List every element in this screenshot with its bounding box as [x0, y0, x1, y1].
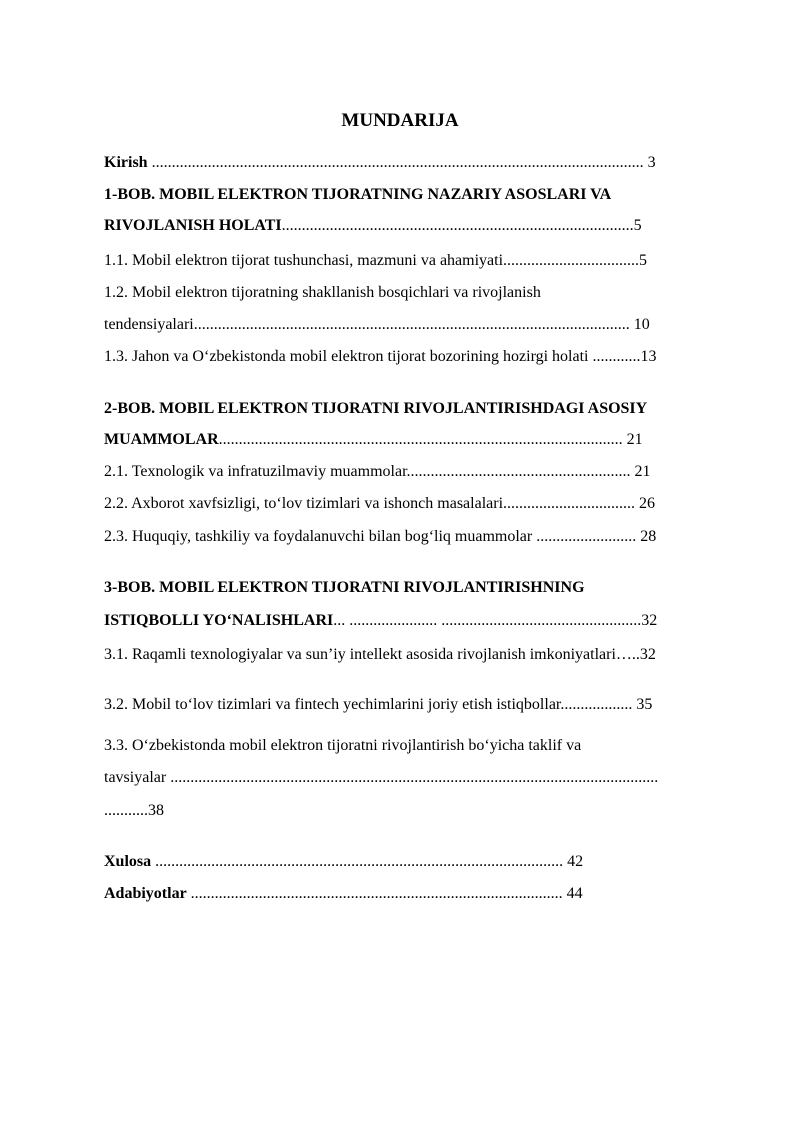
leader-dots: ..........................................................................................................................: [166, 769, 659, 786]
toc-chapter-3-line1: 3-BOB. MOBIL ELEKTRON TIJORATNI RIVOJLANTIRISHNING: [104, 579, 585, 596]
entry-label: tavsiyalar: [104, 769, 167, 786]
toc-entry-1-3: [104, 347, 754, 367]
toc-entry-2-2: [104, 494, 754, 514]
toc-entry-kirish: [104, 153, 754, 173]
toc-chapter-2-line2: [104, 430, 754, 450]
toc-entry-3-1: [104, 645, 754, 665]
leader-dots: .............................................................................................: [186, 885, 563, 902]
entry-label: 3.2. Mobil to‘lov tizimlari va fintech yechimlarini joriy etish istiqbollar: [104, 696, 561, 713]
entry-label: 1.3. Jahon va O‘zbekistonda mobil elektron tijorat bozorining hozirgi holati: [104, 348, 589, 365]
toc-chapter-1-line1: 1-BOB. MOBIL ELEKTRON TIJORATNING NAZARIY ASOSLARI VA: [104, 186, 612, 203]
leader-dots: ........................................................: [406, 463, 631, 480]
toc-chapter-2-line1: 2-BOB. MOBIL ELEKTRON TIJORATNI RIVOJLANTIRISHDAGI ASOSIY: [104, 400, 648, 417]
leader-dots: …..: [615, 646, 640, 663]
entry-label: Kirish: [104, 154, 148, 171]
leader-dots: ........................................................................................: [281, 217, 634, 234]
toc-entry-2-1: [104, 462, 754, 482]
toc-entry-3-3-line1: 3.3. O‘zbekistonda mobil elektron tijoratni rivojlantirish bo‘yicha taklif va: [104, 737, 582, 754]
toc-entry-1-2-line1: 1.2. Mobil elektron tijoratning shakllanish bosqichlari va rivojlanish: [104, 284, 541, 301]
page-number: 13: [640, 348, 657, 365]
entry-label: 3.1. Raqamli texnologiyalar va sun’iy intellekt asosida rivojlanish imkoniyatlari: [104, 646, 616, 663]
toc-entry-adabiyotlar: [104, 884, 754, 904]
toc-chapter-3-line2: [104, 611, 754, 631]
entry-label: tendensiyalari: [104, 316, 194, 333]
toc-entry-2-3: [104, 527, 754, 547]
leader-dots: .....................................................................................................: [218, 431, 623, 448]
entry-label: Adabiyotlar: [104, 885, 187, 902]
page-number: 38: [148, 802, 164, 819]
page-number: 42: [563, 853, 584, 870]
page-number: 21: [630, 463, 651, 480]
entry-label: Xulosa: [104, 853, 152, 870]
page-title: MUNDARIJA: [341, 110, 459, 131]
entry-label: 2.2. Axborot xavfsizligi, to‘lov tizimlari va ishonch masalalari: [104, 495, 504, 512]
page-number: 35: [632, 696, 653, 713]
leader-dots: ............: [588, 348, 641, 365]
entry-label: 2.3. Huquqiy, tashkiliy va foydalanuvchi bilan bog‘liq muammolar: [104, 528, 533, 545]
leader-dots: ...........: [104, 802, 148, 819]
page-number: 21: [622, 431, 643, 448]
leader-dots: ... ...................... ..................................................: [333, 612, 642, 629]
entry-label: 2.1. Texnologik va infratuzilmaviy muammolar: [104, 463, 407, 480]
chapter-label: ISTIQBOLLI YO‘NALISHLARI: [104, 612, 334, 629]
toc-entry-1-2-line2: [104, 315, 754, 335]
page-number: 3: [643, 154, 656, 171]
page-number: 44: [562, 885, 583, 902]
page-number: 5: [639, 252, 648, 269]
page-number: 32: [641, 612, 658, 629]
chapter-label: RIVOJLANISH HOLATI: [104, 217, 282, 234]
toc-entry-1-1: [104, 251, 754, 271]
leader-dots: ......................................................................................................: [151, 853, 564, 870]
toc-entry-3-3-line3: [104, 801, 754, 821]
leader-dots: .........................: [532, 528, 637, 545]
leader-dots: ..................................: [503, 252, 640, 269]
page-number: 26: [635, 495, 656, 512]
toc-entry-xulosa: [104, 852, 754, 872]
page-number: 5: [633, 217, 642, 234]
leader-dots: ..................: [560, 696, 633, 713]
chapter-label: MUAMMOLAR: [104, 431, 219, 448]
leader-dots: ...........................................................................................................................: [147, 154, 644, 171]
page-number: 32: [639, 646, 656, 663]
leader-dots: .................................: [503, 495, 636, 512]
leader-dots: .............................................................................................................: [193, 316, 630, 333]
page-number: 28: [636, 528, 657, 545]
toc-entry-3-3-line2: [104, 768, 754, 788]
toc-entry-3-2: [104, 695, 754, 715]
entry-label: 1.1. Mobil elektron tijorat tushunchasi, mazmuni va ahamiyati: [104, 252, 504, 269]
toc-chapter-1-line2: [104, 216, 754, 236]
page-number: 10: [629, 316, 650, 333]
